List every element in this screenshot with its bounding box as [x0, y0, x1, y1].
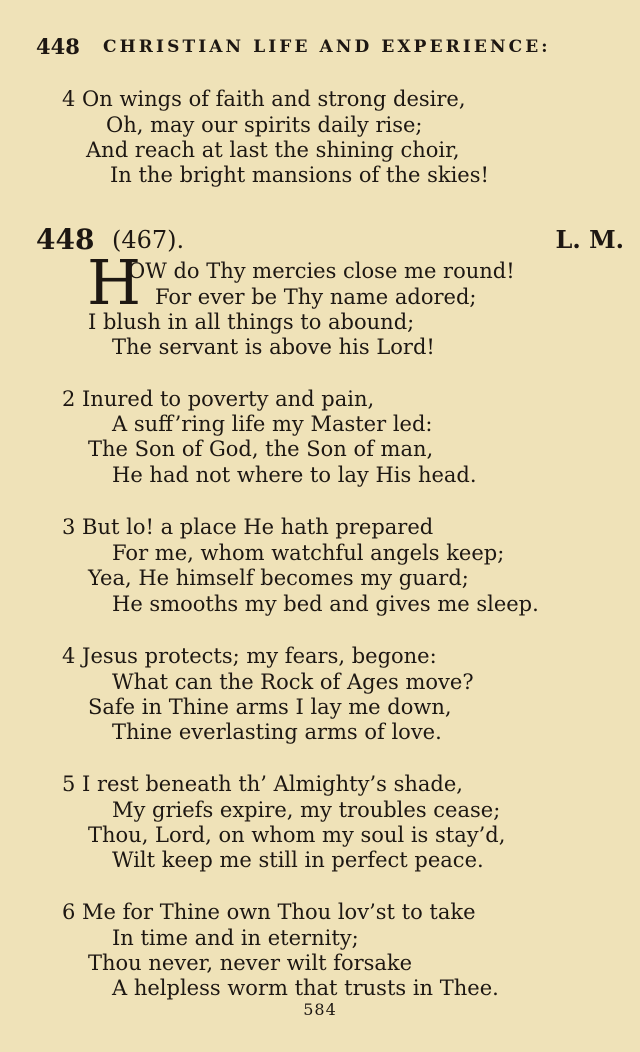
running-title: CHRISTIAN LIFE AND EXPERIENCE: — [103, 37, 551, 57]
running-header — [36, 34, 636, 60]
verse-line: A suff’ring life my Master led: — [112, 412, 433, 436]
verse-line: 3 But lo! a place He hath prepared — [62, 515, 434, 539]
verse-line: In the bright mansions of the skies! — [110, 163, 489, 187]
verse-line: Thou, Lord, on whom my soul is stay’d, — [88, 823, 506, 847]
hymn-number: 448 — [36, 223, 95, 256]
verse-line: The servant is above his Lord! — [112, 335, 435, 359]
verse-line: For me, whom watchful angels keep; — [112, 541, 505, 565]
verse-line: Thou never, never wilt forsake — [88, 951, 413, 975]
verse-line: The Son of God, the Son of man, — [88, 437, 434, 461]
verse-line: And reach at last the shining choir, — [86, 138, 460, 162]
drop-cap: H — [87, 246, 142, 319]
header-hymn-number: 448 — [36, 34, 80, 59]
verse-line: Safe in Thine arms I lay me down, — [88, 695, 452, 719]
verse-line: 4 On wings of faith and strong desire, — [62, 87, 466, 111]
hymn-alt-number: (467). — [112, 226, 185, 254]
verse-line: He had not where to lay His head. — [112, 463, 477, 487]
verse-line: Oh, may our spirits daily rise; — [106, 113, 423, 137]
verse-line: My griefs expire, my troubles cease; — [112, 798, 501, 822]
verse-line: I blush in all things to abound; — [88, 310, 415, 334]
verse-line: Thine everlasting arms of love. — [112, 720, 442, 744]
verse-line: Yea, He himself becomes my guard; — [88, 566, 469, 590]
verse-line: For ever be Thy name adored; — [155, 285, 477, 309]
verse-line: What can the Rock of Ages move? — [112, 670, 474, 694]
verse-line: 5 I rest beneath th’ Almighty’s shade, — [62, 772, 463, 796]
verse-line: OW do Thy mercies close me round! — [128, 259, 515, 283]
hymn-meter: L. M. — [555, 225, 624, 254]
verse-line: 6 Me for Thine own Thou lov’st to take — [62, 900, 476, 924]
verse-line: A helpless worm that trusts in Thee. — [112, 976, 499, 1000]
verse-line: He smooths my bed and gives me sleep. — [112, 592, 539, 616]
verse-line: Wilt keep me still in perfect peace. — [112, 848, 484, 872]
verse-line: 4 Jesus protects; my fears, begone: — [62, 644, 437, 668]
verse-line: 2 Inured to poverty and pain, — [62, 387, 375, 411]
page-number: 584 — [303, 1000, 337, 1019]
verse-line: In time and in eternity; — [112, 926, 359, 950]
